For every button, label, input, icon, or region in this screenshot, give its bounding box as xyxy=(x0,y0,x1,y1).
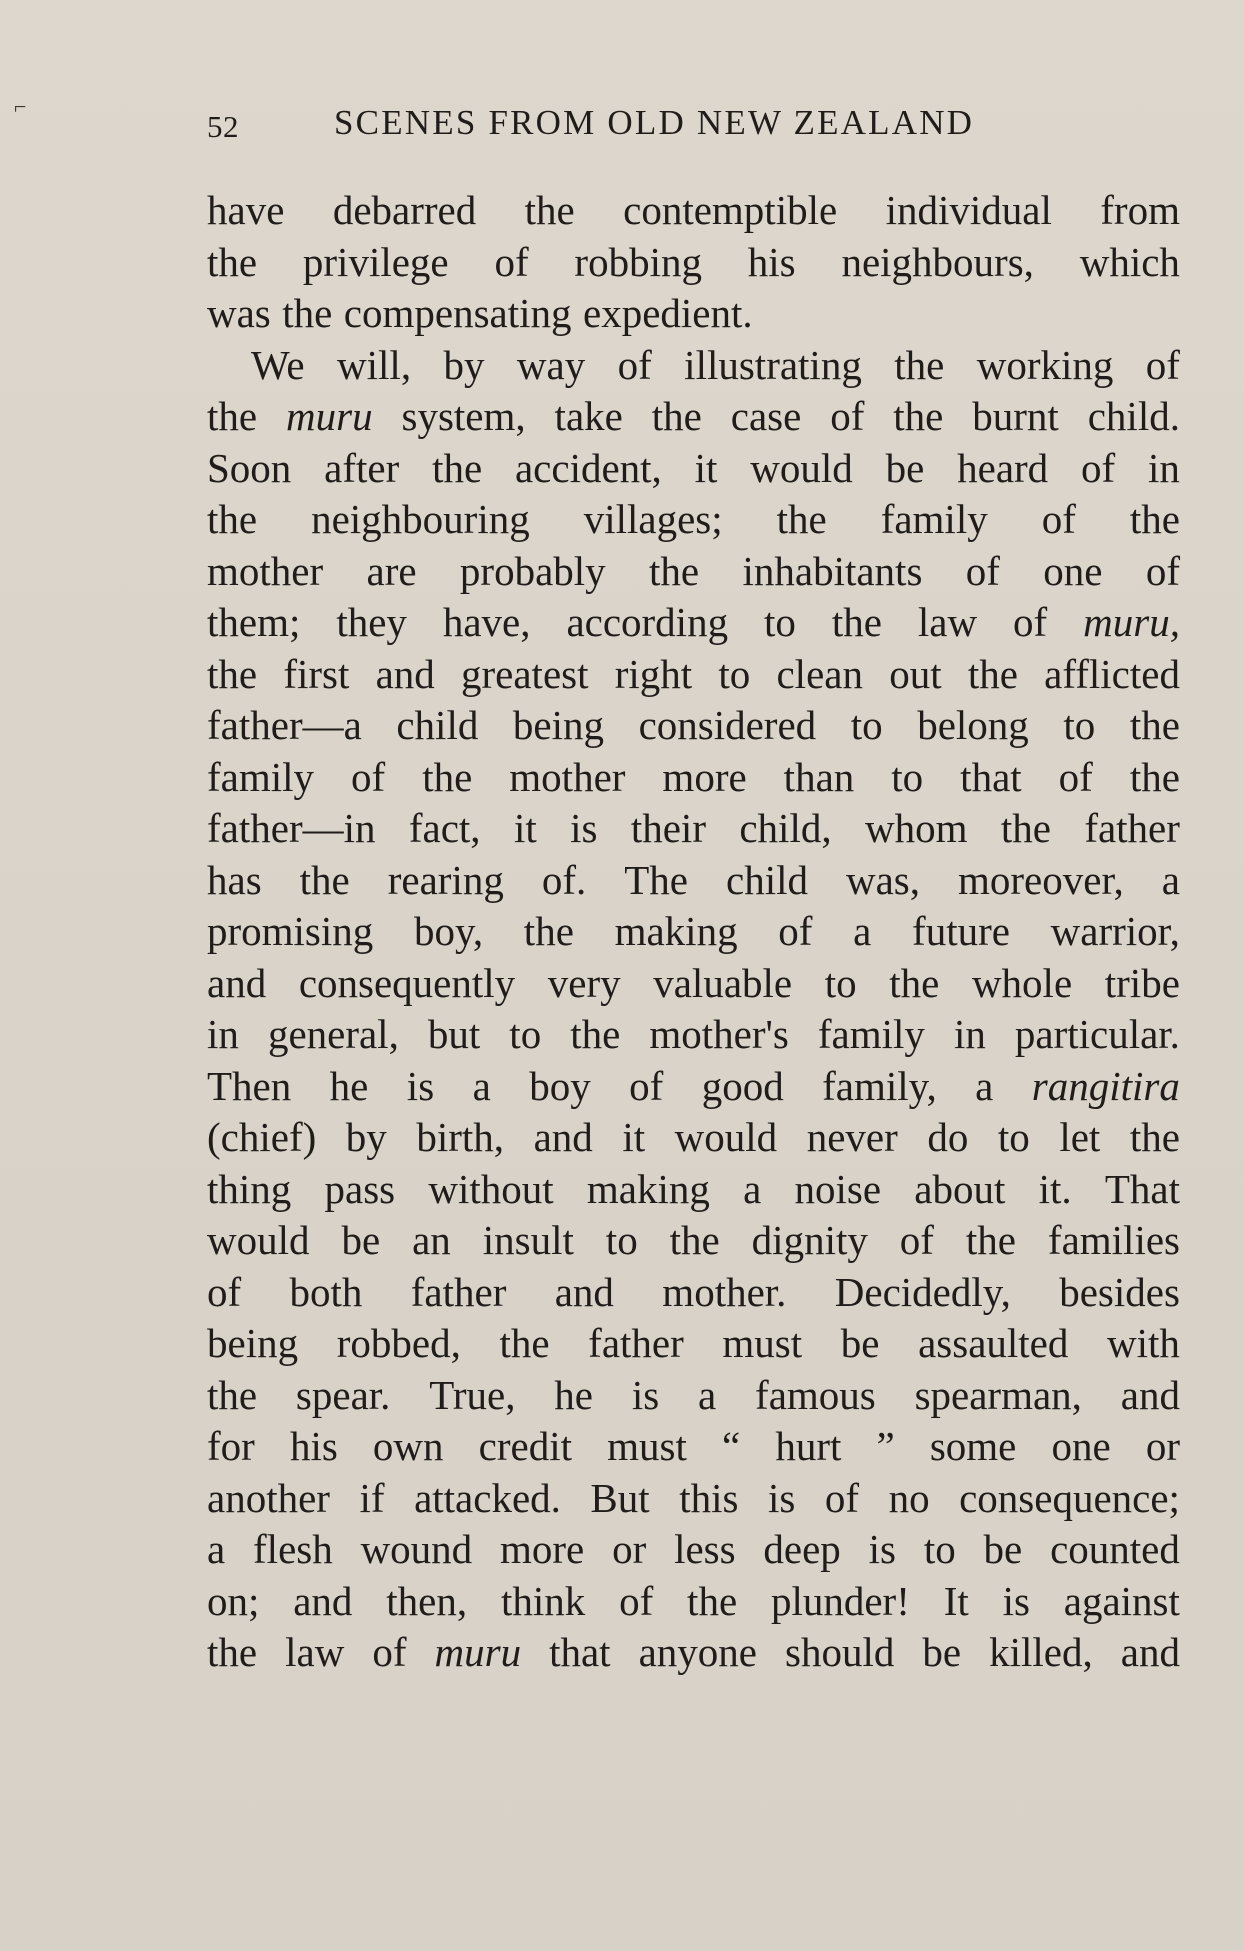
text-line xyxy=(207,237,1180,289)
word: moreover, xyxy=(958,856,1124,903)
word: the xyxy=(1129,702,1180,748)
word: then, xyxy=(386,1577,468,1624)
page-number: 52 xyxy=(207,109,239,144)
word: to xyxy=(997,1114,1030,1160)
word: the xyxy=(207,238,258,285)
text-line xyxy=(207,855,1180,907)
word: working xyxy=(976,341,1114,388)
text-line xyxy=(207,1061,1180,1113)
word: But xyxy=(590,1474,650,1521)
word: more xyxy=(662,753,747,800)
word: plunder! xyxy=(770,1577,910,1624)
word: if xyxy=(359,1474,385,1521)
text-line xyxy=(207,185,1180,237)
word: family xyxy=(207,753,315,800)
word: compensating xyxy=(343,290,572,336)
running-head xyxy=(207,103,1051,153)
word: rangitira xyxy=(1031,1062,1180,1109)
word: illustrating xyxy=(684,341,862,388)
word: or xyxy=(612,1526,647,1572)
word: to xyxy=(923,1526,956,1572)
word: child xyxy=(726,856,808,903)
word: the xyxy=(207,1629,258,1675)
word: consequence; xyxy=(959,1474,1180,1521)
word: of xyxy=(372,1629,407,1675)
word: without xyxy=(428,1165,554,1212)
word: law xyxy=(285,1629,345,1675)
text-line xyxy=(207,494,1180,546)
word: villages; xyxy=(583,496,723,542)
word: of xyxy=(1081,444,1116,491)
word: that xyxy=(549,1629,611,1675)
text-line xyxy=(207,1524,1180,1576)
word: the xyxy=(649,547,700,594)
word: making xyxy=(586,1165,710,1212)
word: this xyxy=(679,1474,739,1521)
word: in xyxy=(1148,444,1180,491)
word: burnt xyxy=(972,393,1059,439)
word: flesh xyxy=(253,1526,333,1572)
word: first xyxy=(283,650,350,697)
word: of xyxy=(207,1268,242,1315)
word: the xyxy=(299,856,350,903)
word: of xyxy=(899,1217,934,1263)
word: families xyxy=(1047,1217,1180,1263)
word: to xyxy=(605,1217,638,1263)
word: being xyxy=(512,702,604,748)
text-line xyxy=(207,391,1180,443)
word: it xyxy=(694,444,718,491)
word: have, xyxy=(442,599,531,645)
word: a xyxy=(698,1371,717,1418)
word: is xyxy=(1002,1577,1030,1624)
word: or xyxy=(1145,1423,1180,1469)
word: and xyxy=(554,1268,614,1315)
word: That xyxy=(1104,1165,1180,1212)
word: it xyxy=(622,1114,646,1160)
word: and xyxy=(293,1577,353,1624)
text-line xyxy=(207,288,1180,340)
word: by xyxy=(345,1114,387,1160)
word: belong xyxy=(917,702,1029,748)
word: are xyxy=(366,547,417,594)
word: to xyxy=(891,753,924,800)
word: afflicted xyxy=(1044,650,1180,697)
word: thing xyxy=(207,1165,292,1212)
word: insult xyxy=(482,1217,574,1263)
word: think xyxy=(500,1577,586,1624)
word: and xyxy=(533,1114,593,1160)
word: credit xyxy=(478,1423,572,1469)
word: the xyxy=(776,496,827,542)
word: child xyxy=(396,702,479,748)
text-line xyxy=(207,700,1180,752)
word: be xyxy=(922,1629,962,1675)
word: heard xyxy=(957,444,1049,491)
text-line xyxy=(207,1473,1180,1525)
word: some xyxy=(929,1423,1017,1469)
word: inhabitants xyxy=(742,547,923,594)
word: future xyxy=(912,908,1010,954)
word: the xyxy=(687,1577,738,1624)
word: law xyxy=(917,599,978,645)
word: Decidedly, xyxy=(834,1268,1011,1315)
word: of xyxy=(778,908,813,954)
word: do xyxy=(927,1114,969,1160)
word: spear. xyxy=(295,1371,391,1418)
text-line xyxy=(207,958,1180,1010)
word: to xyxy=(850,702,883,748)
word: and xyxy=(1120,1629,1180,1675)
word: than xyxy=(783,753,855,800)
word: he xyxy=(554,1371,593,1418)
word: it. xyxy=(1038,1165,1072,1212)
text-line xyxy=(207,906,1180,958)
word: is xyxy=(767,1474,796,1521)
text-line xyxy=(207,1112,1180,1164)
margin-mark: ⌐ xyxy=(14,94,27,119)
word: the xyxy=(207,1371,258,1418)
word: and xyxy=(375,650,435,697)
word: of xyxy=(1145,547,1180,594)
word: the xyxy=(893,393,944,439)
word: the xyxy=(651,393,702,439)
word: to xyxy=(509,1011,542,1057)
word: debarred xyxy=(332,187,477,233)
word: general, xyxy=(267,1011,399,1057)
word: consequently xyxy=(298,959,516,1006)
word: with xyxy=(1107,1320,1180,1366)
text-line xyxy=(207,1215,1180,1267)
word: anyone xyxy=(638,1629,757,1675)
word: a xyxy=(853,908,872,954)
word: the xyxy=(523,908,574,954)
word: neighbours, xyxy=(841,238,1034,285)
word: about xyxy=(914,1165,1006,1212)
word: the xyxy=(669,1217,720,1263)
word: never xyxy=(806,1114,898,1160)
word: “ xyxy=(722,1423,741,1469)
word: the xyxy=(965,1217,1016,1263)
word: rearing xyxy=(387,856,504,903)
word: which xyxy=(1079,238,1180,285)
word: be xyxy=(885,444,925,491)
running-title: SCENES FROM OLD NEW ZEALAND xyxy=(334,103,975,142)
word: particular. xyxy=(1014,1011,1180,1057)
word: a xyxy=(975,1062,994,1109)
word: boy xyxy=(529,1062,591,1109)
word: True, xyxy=(429,1371,516,1418)
text-line xyxy=(207,1421,1180,1473)
word: a xyxy=(472,1062,491,1109)
text-line xyxy=(207,1627,1180,1679)
word: both xyxy=(289,1268,363,1315)
word: on; xyxy=(207,1577,260,1624)
word: mother xyxy=(207,547,324,594)
word: assaulted xyxy=(918,1320,1069,1366)
word: of xyxy=(1145,341,1180,388)
word: the xyxy=(1129,1114,1180,1160)
word: another xyxy=(207,1474,330,1521)
word: individual xyxy=(885,187,1052,233)
word: the xyxy=(570,1011,621,1057)
word: and xyxy=(1120,1371,1180,1418)
word: according xyxy=(566,599,729,645)
word: less xyxy=(674,1526,736,1572)
word: of xyxy=(494,238,529,285)
word: to xyxy=(764,599,796,645)
word: the xyxy=(1129,753,1180,800)
word: (chief) xyxy=(207,1114,317,1160)
word: probably xyxy=(459,547,606,594)
word: the xyxy=(1000,805,1051,851)
word: clean xyxy=(776,650,863,697)
word: an xyxy=(412,1217,451,1263)
word: the xyxy=(282,290,333,336)
word: Then xyxy=(207,1062,292,1109)
word: Soon xyxy=(207,444,292,491)
word: has xyxy=(207,856,262,903)
word: hurt xyxy=(775,1423,842,1469)
text-line xyxy=(207,1576,1180,1628)
word: the xyxy=(524,187,575,233)
word: take xyxy=(554,393,623,439)
word: the xyxy=(432,444,483,491)
word: of xyxy=(965,547,1000,594)
word: he xyxy=(329,1062,369,1109)
word: birth, xyxy=(416,1114,505,1160)
word: robbing xyxy=(574,238,702,285)
word: would xyxy=(750,444,853,491)
word: mother. xyxy=(662,1268,787,1315)
word: no xyxy=(888,1474,930,1521)
word: father xyxy=(410,1268,507,1315)
word: The xyxy=(624,856,688,903)
word: It xyxy=(943,1577,969,1624)
word: is xyxy=(631,1371,660,1418)
text-line xyxy=(207,1164,1180,1216)
word: spearman, xyxy=(914,1371,1082,1418)
word: ” xyxy=(876,1423,895,1469)
word: the xyxy=(831,599,882,645)
word: the xyxy=(499,1320,550,1366)
word: must xyxy=(722,1320,803,1366)
word: pass xyxy=(324,1165,396,1212)
word: is xyxy=(570,805,598,851)
word: greatest xyxy=(461,650,589,697)
word: neighbouring xyxy=(311,496,530,542)
word: a xyxy=(743,1165,762,1212)
word: be xyxy=(840,1320,880,1366)
word: in xyxy=(953,1011,986,1057)
text-line xyxy=(207,752,1180,804)
text-line xyxy=(207,803,1180,855)
word: the xyxy=(422,753,473,800)
word: to xyxy=(824,959,857,1006)
word: whole xyxy=(971,959,1073,1006)
word: the xyxy=(889,959,940,1006)
word: tribe xyxy=(1104,959,1180,1006)
word: was xyxy=(207,290,271,336)
word: very xyxy=(547,959,621,1006)
word: being xyxy=(207,1320,299,1366)
word: contemptible xyxy=(623,187,838,233)
word: the xyxy=(207,496,258,542)
text-line xyxy=(207,1267,1180,1319)
word: more xyxy=(500,1526,585,1572)
word: system, xyxy=(401,393,526,439)
word: against xyxy=(1063,1577,1180,1624)
word: of xyxy=(1058,753,1093,800)
word: must xyxy=(607,1423,687,1469)
word: the xyxy=(1129,496,1180,542)
text-line xyxy=(207,1318,1180,1370)
word: was, xyxy=(845,856,920,903)
word: warrior, xyxy=(1050,908,1180,954)
word: of xyxy=(629,1062,664,1109)
word: the xyxy=(207,650,258,697)
word: case xyxy=(730,393,802,439)
word: of xyxy=(617,341,652,388)
word: their xyxy=(630,805,706,851)
word: privilege xyxy=(302,238,449,285)
word: out xyxy=(889,650,942,697)
word: be xyxy=(983,1526,1023,1572)
word: famous xyxy=(755,1371,876,1418)
word: child, xyxy=(739,805,832,851)
word: good xyxy=(701,1062,784,1109)
word: counted xyxy=(1050,1526,1180,1572)
word: fact, xyxy=(408,805,481,851)
word: of xyxy=(824,1474,860,1521)
word: mother xyxy=(509,753,626,800)
word: his xyxy=(289,1423,338,1469)
word: the xyxy=(207,393,258,439)
word: own xyxy=(372,1423,444,1469)
word: muru, xyxy=(1083,599,1180,645)
word: wound xyxy=(360,1526,473,1572)
word: have xyxy=(207,187,285,233)
word: of xyxy=(1013,599,1048,645)
word: but xyxy=(427,1011,481,1057)
word: of. xyxy=(541,856,587,903)
word: it xyxy=(513,805,537,851)
word: valuable xyxy=(653,959,793,1006)
word: boy, xyxy=(414,908,484,954)
word: they xyxy=(336,599,407,645)
word: right xyxy=(614,650,693,697)
text-line xyxy=(207,1370,1180,1422)
word: and xyxy=(207,959,267,1006)
word: besides xyxy=(1059,1268,1180,1315)
word: considered xyxy=(638,702,817,748)
word: by xyxy=(443,341,485,388)
body-text xyxy=(207,185,1180,1679)
word: after xyxy=(324,444,400,491)
word: is xyxy=(406,1062,435,1109)
word: for xyxy=(207,1423,255,1469)
word: should xyxy=(785,1629,895,1675)
word: from xyxy=(1100,187,1180,233)
word: them; xyxy=(207,599,301,645)
word: We xyxy=(251,341,305,388)
word: father—in xyxy=(207,805,376,851)
word: is xyxy=(868,1526,896,1572)
word: let xyxy=(1059,1114,1101,1160)
word: father xyxy=(588,1320,684,1366)
word: one xyxy=(1043,547,1103,594)
word: his xyxy=(747,238,796,285)
word: would xyxy=(674,1114,778,1160)
word: dignity xyxy=(751,1217,868,1263)
word: whom xyxy=(864,805,968,851)
word: a xyxy=(1161,856,1180,903)
word: making xyxy=(614,908,738,954)
word: to xyxy=(718,650,751,697)
word: deep xyxy=(763,1526,841,1572)
word: way xyxy=(516,341,586,388)
text-line xyxy=(207,546,1180,598)
word: would xyxy=(207,1217,310,1263)
word: muru xyxy=(434,1629,522,1675)
word: expedient. xyxy=(583,290,753,336)
word: in xyxy=(207,1011,239,1057)
word: noise xyxy=(794,1165,882,1212)
word: of xyxy=(351,753,386,800)
word: of xyxy=(1041,496,1076,542)
word: accident, xyxy=(514,444,662,491)
word: family xyxy=(817,1011,925,1057)
word: of xyxy=(830,393,865,439)
word: father—a xyxy=(207,702,362,748)
word: one xyxy=(1051,1423,1111,1469)
word: child. xyxy=(1087,393,1180,439)
word: the xyxy=(967,650,1018,697)
text-line xyxy=(207,1009,1180,1061)
word: a xyxy=(207,1526,226,1572)
word: family, xyxy=(822,1062,937,1109)
word: father xyxy=(1084,805,1180,851)
text-line xyxy=(207,597,1180,649)
word: family xyxy=(880,496,988,542)
word: robbed, xyxy=(336,1320,461,1366)
word: mother's xyxy=(649,1011,789,1057)
text-line xyxy=(207,443,1180,495)
word: muru xyxy=(286,393,373,439)
word: of xyxy=(619,1577,654,1624)
text-line xyxy=(207,340,1180,392)
text-line xyxy=(207,649,1180,701)
word: attacked. xyxy=(414,1474,561,1521)
word: the xyxy=(894,341,945,388)
word: that xyxy=(960,753,1022,800)
word: promising xyxy=(207,908,374,954)
word: be xyxy=(341,1217,381,1263)
word: will, xyxy=(337,341,412,388)
word: killed, xyxy=(989,1629,1093,1675)
word: to xyxy=(1063,702,1096,748)
